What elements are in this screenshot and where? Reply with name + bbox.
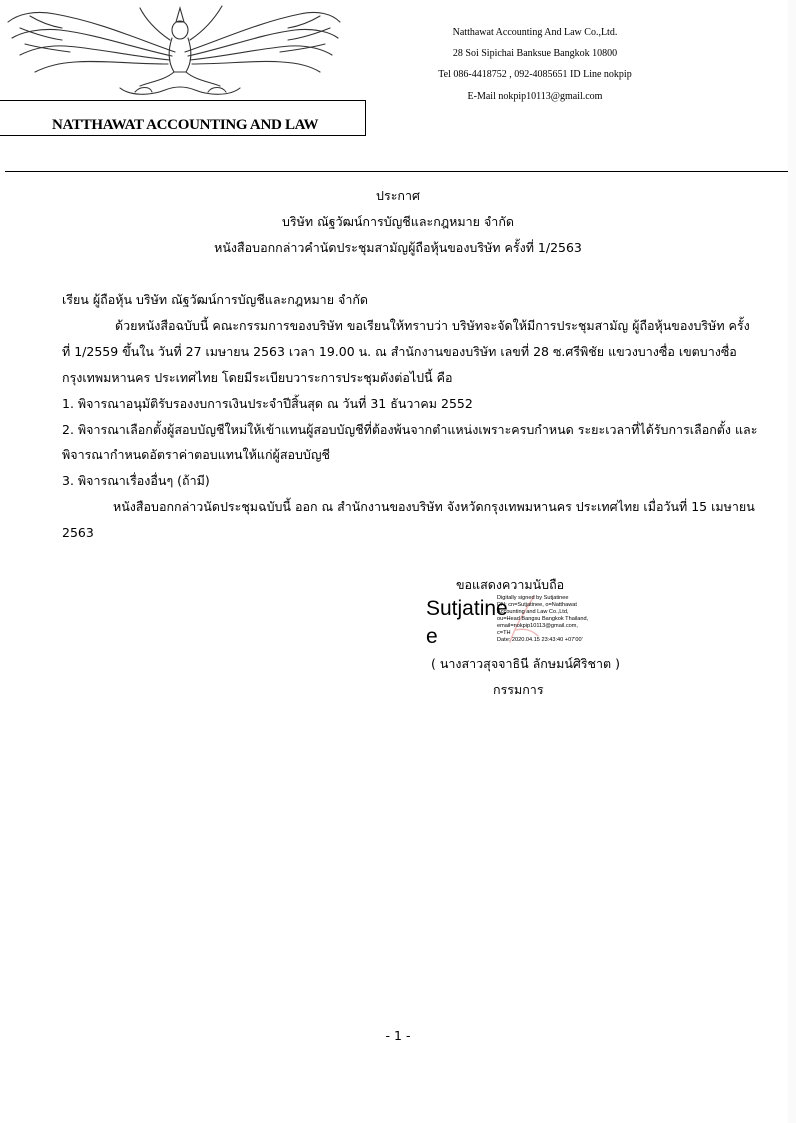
digital-signature-detail: Digitally signed by Sutjatinee (497, 595, 569, 601)
page-number: - 1 - (385, 1028, 411, 1043)
digital-signature-detail: Accounting and Law Co.,Ltd, (497, 609, 569, 615)
salutation: เรียน ผู้ถือหุ้น บริษัท ณัฐวัฒน์การบัญชีและกฎหมาย จำกัด (62, 292, 369, 307)
digital-signature-detail: email=nokpip10113@gmail.com, (497, 623, 578, 629)
company-name-en: Natthawat Accounting And Law Co.,Ltd. (452, 27, 618, 38)
garuda-emblem-icon (0, 0, 350, 100)
agenda-item-2-line-1: 2. พิจารณาเลือกตั้งผู้สอบบัญชีใหม่ให้เข้าแทนผู้สอบบัญชีที่ต้องพ้นจากตำแหน่งเพราะครบกำหนด ระยะเวลาที่ได้รับการเลือกตั้ง และ (62, 422, 758, 437)
notice-subject: หนังสือบอกกล่าวคำนัดประชุมสามัญผู้ถือหุ้นของบริษัท ครั้งที่ 1/2563 (214, 240, 582, 255)
closing-phrase: ขอแสดงความนับถือ (456, 577, 565, 592)
page-edge (788, 0, 796, 1123)
company-name-th: บริษัท ณัฐวัฒน์การบัญชีและกฎหมาย จำกัด (281, 214, 515, 229)
digital-signature-name: Sutjatine (426, 597, 508, 620)
paragraph-2-line-2: 2563 (62, 525, 94, 540)
company-name-box-text: NATTHAWAT ACCOUNTING AND LAW (52, 117, 319, 133)
agenda-item-2-line-2: พิจารณากำหนดอัตราค่าตอบแทนให้แก่ผู้สอบบัญชี (62, 447, 330, 462)
digital-signature-name-wrap: e (426, 625, 438, 648)
digital-signature-detail: ou=Head Bangsu Bangkok Thailand, (497, 616, 589, 622)
digital-signature-detail: c=TH (497, 630, 511, 636)
paragraph-1-line-1: ด้วยหนังสือฉบับนี้ คณะกรรมการของบริษัท ขอเรียนให้ทราบว่า บริษัทจะจัดให้มีการประชุมสามัญ ผู้ถือหุ้นของบริษัท ครั้ง (115, 318, 750, 333)
company-tel: Tel 086-4418752 , 092-4085651 ID Line nokpip (438, 69, 632, 80)
company-address: 28 Soi Sipichai Banksue Bangkok 10800 (452, 48, 618, 59)
agenda-item-3: 3. พิจารณาเรื่องอื่นๆ (ถ้ามี) (62, 473, 210, 488)
header-divider (5, 171, 795, 172)
signer-title: กรรมการ (493, 682, 544, 697)
signer-full-name: ( นางสาวสุจจาธินี ลักษมน์ศิริชาต ) (431, 656, 621, 671)
paragraph-2-line-1: หนังสือบอกกล่าวนัดประชุมฉบับนี้ ออก ณ สำนักงานของบริษัท จังหวัดกรุงเทพมหานคร ประเทศไทย เมื่อวันที่ 15 เมษายน (113, 499, 755, 514)
digital-signature-detail: Date: 2020.04.15 23:43:40 +07'00' (497, 637, 583, 643)
company-email: E-Mail nokpip10113@gmail.com (467, 91, 603, 102)
agenda-item-1: 1. พิจารณาอนุมัติรับรองงบการเงินประจำปีสิ้นสุด ณ วันที่ 31 ธันวาคม 2552 (62, 396, 473, 411)
paragraph-1-line-2: ที่ 1/2559 ขึ้นใน วันที่ 27 เมษายน 2563 เวลา 19.00 น. ณ สำนักงานของบริษัท เลขที่ 28 ซ.ศรีพิชัย แขวงบางซื่อ เขตบางซื่อ (62, 344, 737, 359)
digital-signature-detail: DN: cn=Sutjatinee, o=Natthawat (497, 602, 577, 608)
paragraph-1-line-3: กรุงเทพมหานคร ประเทศไทย โดยมีระเบียบวาระการประชุมดังต่อไปนี้ คือ (62, 370, 453, 385)
announcement-title: ประกาศ (376, 188, 420, 203)
